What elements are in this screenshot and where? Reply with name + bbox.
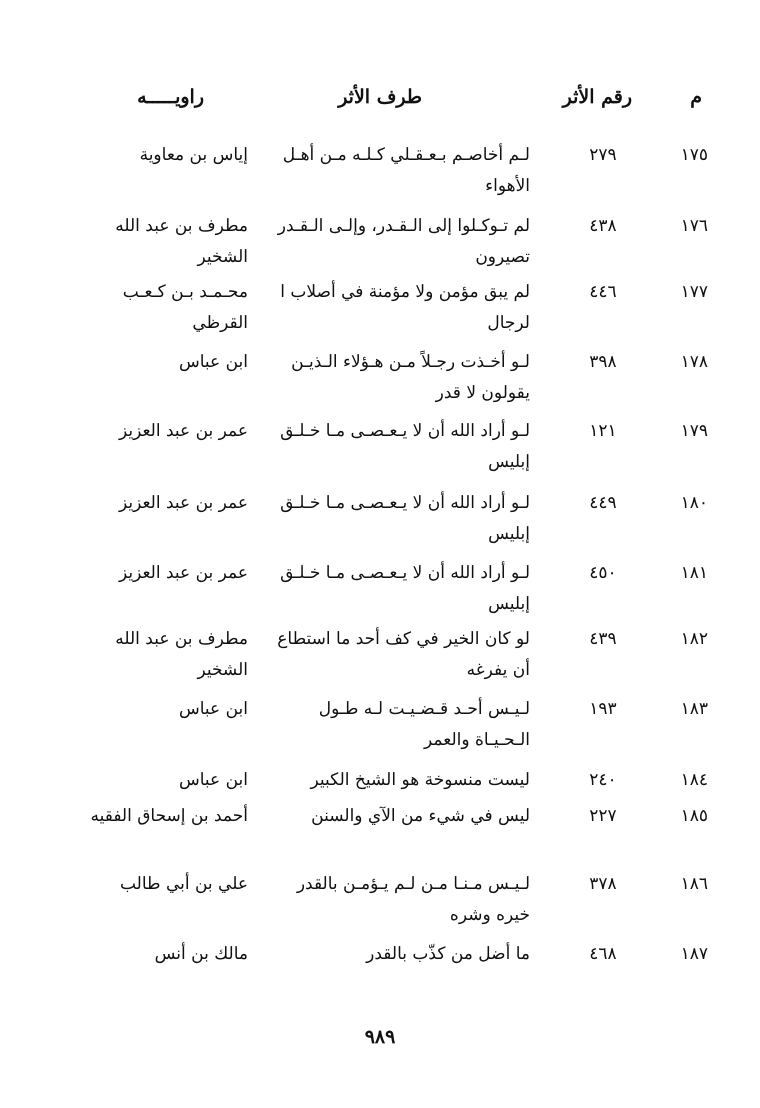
row-m: ١٨١ — [680, 563, 708, 583]
row-text: لـم أخاصـم بـعـقـلي كـلـه مـن أهـل الأهواء — [282, 145, 530, 196]
row-text: لـيـس مـنـا مـن لـم يـؤمـن بالقدر خيره وشره — [296, 874, 530, 925]
row-m: ١٧٩ — [680, 421, 708, 441]
row-text: لـيـس أحـد قـضـيـت لـه طـول الـحـيـاة والعمر — [318, 699, 530, 750]
row-m: ١٧٦ — [680, 216, 708, 236]
row-narrator: علي بن أبي طالب — [119, 874, 248, 894]
table-row — [0, 765, 760, 801]
table-row — [0, 558, 760, 624]
row-text: لم تـوكـلوا إلى الـقـدر، وإلـى الـقـدر تصيرون — [277, 216, 530, 267]
header-col-narrator: راويـــــه — [137, 86, 204, 108]
table-header — [0, 86, 760, 120]
row-text: لو كان الخير في كف أحد ما استطاع أن يفرغه — [277, 629, 530, 680]
header-col-text: طرف الأثر — [338, 86, 422, 108]
row-text: لـو أراد الله أن لا يـعـصـى مـا خـلـق إبليس — [280, 493, 530, 544]
table-row — [0, 140, 760, 211]
row-number: ٤٤٩ — [589, 493, 617, 513]
row-m: ١٧٥ — [680, 145, 708, 165]
row-narrator: ابن عباس — [178, 770, 248, 790]
table-row — [0, 694, 760, 765]
row-m: ١٨٢ — [680, 629, 708, 649]
table-row — [0, 488, 760, 558]
header-col-number: رقم الأثر — [562, 86, 632, 108]
row-narrator: أحمد بن إسحاق الفقيه — [90, 806, 248, 826]
row-narrator: عمر بن عبد العزيز — [118, 421, 248, 441]
row-text: لـو أخـذت رجـلاً مـن هـؤلاء الـذيـن يقولون لا قدر — [291, 352, 530, 403]
row-text: لم يبق مؤمن ولا مؤمنة في أصلاب ا لرجال — [280, 282, 530, 333]
table-row — [0, 277, 760, 347]
row-narrator: مطرف بن عبد الله الشخير — [115, 216, 248, 267]
row-number: ٢٤٠ — [589, 770, 617, 790]
table-row — [0, 869, 760, 939]
row-m: ١٨٣ — [680, 699, 708, 719]
row-m: ١٨٤ — [680, 770, 708, 790]
row-m: ١٧٧ — [680, 282, 708, 302]
table-row — [0, 211, 760, 277]
row-narrator: عمر بن عبد العزيز — [118, 563, 248, 583]
row-m: ١٧٨ — [680, 352, 708, 372]
header-col-m: م — [690, 86, 702, 108]
row-narrator: مطرف بن عبد الله الشخير — [115, 629, 248, 680]
row-number: ٤٦٨ — [589, 944, 617, 964]
row-narrator: عمر بن عبد العزيز — [118, 493, 248, 513]
row-narrator: محـمـد بـن كـعـب القرظي — [122, 282, 248, 333]
table-row — [0, 624, 760, 694]
table-row — [0, 939, 760, 975]
row-number: ٤٣٩ — [589, 629, 617, 649]
row-number: ٤٥٠ — [589, 563, 617, 583]
row-narrator: إياس بن معاوية — [139, 145, 248, 165]
row-number: ٤٣٨ — [589, 216, 617, 236]
row-number: ٣٧٨ — [589, 874, 617, 894]
row-text: لـو أراد الله أن لا يـعـصـى مـا خـلـق إبليس — [280, 421, 530, 472]
page-number: ٩٨٩ — [364, 1026, 396, 1048]
row-narrator: ابن عباس — [178, 352, 248, 372]
row-m: ١٨٥ — [680, 806, 708, 826]
row-number: ١٩٣ — [589, 699, 617, 719]
row-text: ليست منسوخة هو الشيخ الكبير — [310, 770, 530, 790]
row-number: ١٢١ — [589, 421, 617, 441]
row-m: ١٨٦ — [680, 874, 708, 894]
row-narrator: ابن عباس — [178, 699, 248, 719]
row-m: ١٨٧ — [680, 944, 708, 964]
table-body — [0, 140, 760, 975]
row-number: ٢٢٧ — [589, 806, 617, 826]
row-number: ٢٧٩ — [589, 145, 617, 165]
table-row — [0, 801, 760, 869]
row-text: ما أضل من كذّب بالقدر — [366, 944, 530, 964]
table-row — [0, 416, 760, 488]
row-text: ليس في شيء من الآي والسنن — [311, 806, 530, 826]
row-number: ٣٩٨ — [589, 352, 617, 372]
row-number: ٤٤٦ — [589, 282, 617, 302]
table-row — [0, 347, 760, 416]
row-text: لـو أراد الله أن لا يـعـصـى مـا خـلـق إبليس — [280, 563, 530, 614]
row-narrator: مالك بن أنس — [154, 944, 248, 964]
row-m: ١٨٠ — [680, 493, 708, 513]
